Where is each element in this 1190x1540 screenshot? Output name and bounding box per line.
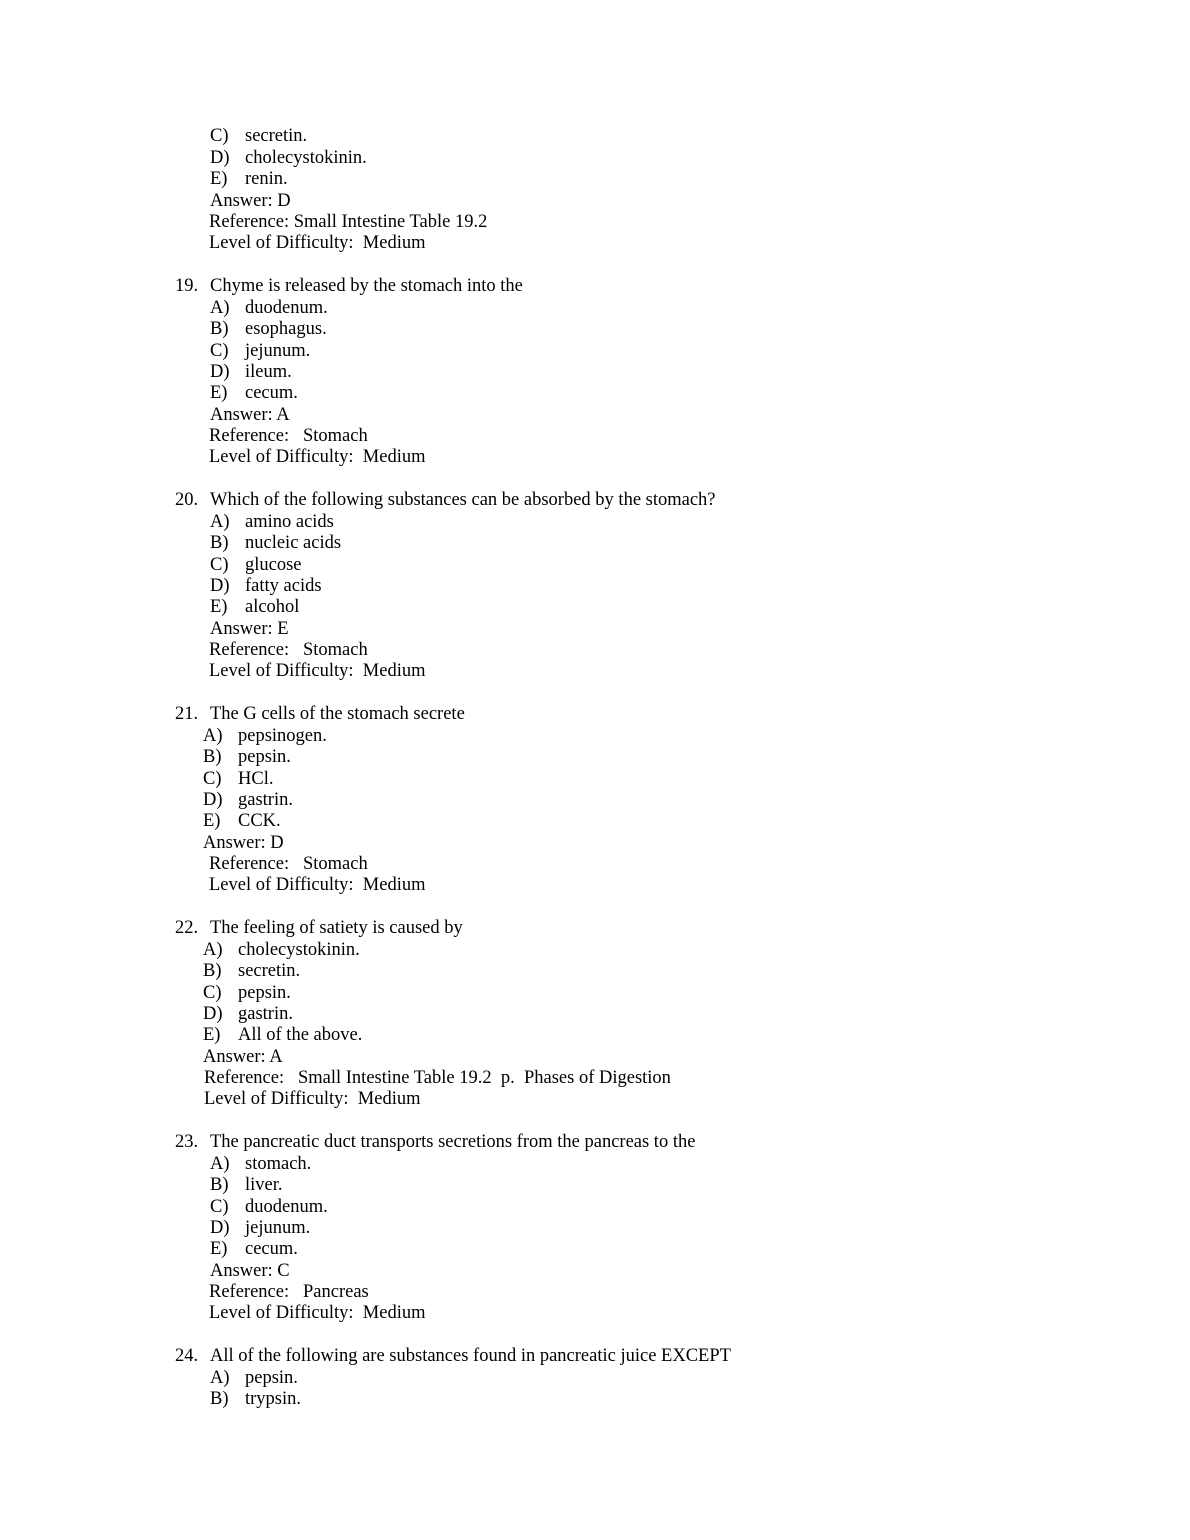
difficulty: Level of Difficulty: Medium xyxy=(209,1303,426,1323)
option-letter: C) xyxy=(210,1197,229,1217)
difficulty: Level of Difficulty: Medium xyxy=(209,447,426,467)
option-letter: B) xyxy=(210,533,229,553)
option-text: cholecystokinin. xyxy=(238,940,360,960)
option-text: jejunum. xyxy=(245,1218,311,1238)
question-stem: The feeling of satiety is caused by xyxy=(210,918,463,938)
question-number: 23. xyxy=(175,1132,199,1152)
question-number: 19. xyxy=(175,276,199,296)
option-text: fatty acids xyxy=(245,576,322,596)
option-letter: E) xyxy=(210,1239,228,1259)
reference: Reference: Small Intestine Table 19.2 p. Phases of Digestion xyxy=(204,1068,671,1088)
option-letter: E) xyxy=(210,597,228,617)
option-letter: D) xyxy=(203,790,223,810)
question-stem: All of the following are substances found in pancreatic juice EXCEPT xyxy=(210,1346,731,1366)
option-letter: C) xyxy=(203,983,222,1003)
option-text: duodenum. xyxy=(245,1197,328,1217)
option-text: gastrin. xyxy=(238,790,293,810)
answer: Answer: D xyxy=(210,191,291,211)
option-text: cholecystokinin. xyxy=(245,148,367,168)
answer: Answer: A xyxy=(210,405,290,425)
option-letter: A) xyxy=(210,298,230,318)
option-letter: C) xyxy=(210,341,229,361)
option-text: gastrin. xyxy=(238,1004,293,1024)
option-letter: E) xyxy=(203,1025,221,1045)
option-text: trypsin. xyxy=(245,1389,302,1409)
reference: Reference: Small Intestine Table 19.2 xyxy=(209,212,488,232)
option-letter: A) xyxy=(203,940,223,960)
option-text: secretin. xyxy=(245,126,308,146)
option-letter: B) xyxy=(210,319,229,339)
option-text: amino acids xyxy=(245,512,334,532)
option-letter: E) xyxy=(210,169,228,189)
answer: Answer: D xyxy=(203,833,284,853)
option-text: pepsin. xyxy=(238,747,291,767)
answer: Answer: C xyxy=(210,1261,290,1281)
option-letter: B) xyxy=(210,1175,229,1195)
difficulty: Level of Difficulty: Medium xyxy=(204,1089,421,1109)
option-letter: C) xyxy=(203,769,222,789)
option-letter: C) xyxy=(210,555,229,575)
option-text: HCl. xyxy=(238,769,274,789)
option-text: secretin. xyxy=(238,961,301,981)
option-letter: A) xyxy=(210,512,230,532)
option-letter: C) xyxy=(210,126,229,146)
question-number: 21. xyxy=(175,704,199,724)
option-text: stomach. xyxy=(245,1154,312,1174)
question-stem: Which of the following substances can be absorbed by the stomach? xyxy=(210,490,716,510)
option-letter: D) xyxy=(210,362,230,382)
answer: Answer: E xyxy=(210,619,289,639)
reference: Reference: Pancreas xyxy=(209,1282,369,1302)
question-stem: The pancreatic duct transports secretions from the pancreas to the xyxy=(210,1132,696,1152)
option-letter: D) xyxy=(210,1218,230,1238)
option-text: pepsinogen. xyxy=(238,726,327,746)
option-text: esophagus. xyxy=(245,319,327,339)
question-stem: Chyme is released by the stomach into the xyxy=(210,276,523,296)
option-text: CCK. xyxy=(238,811,281,831)
option-text: ileum. xyxy=(245,362,292,382)
difficulty: Level of Difficulty: Medium xyxy=(209,875,426,895)
option-text: jejunum. xyxy=(245,341,311,361)
question-number: 24. xyxy=(175,1346,199,1366)
difficulty: Level of Difficulty: Medium xyxy=(209,233,426,253)
option-text: glucose xyxy=(245,555,302,575)
question-stem: The G cells of the stomach secrete xyxy=(210,704,465,724)
question-number: 20. xyxy=(175,490,199,510)
option-letter: E) xyxy=(203,811,221,831)
option-letter: B) xyxy=(203,961,222,981)
option-letter: D) xyxy=(203,1004,223,1024)
option-text: duodenum. xyxy=(245,298,328,318)
option-text: cecum. xyxy=(245,383,298,403)
option-text: All of the above. xyxy=(238,1025,363,1045)
reference: Reference: Stomach xyxy=(209,640,368,660)
answer: Answer: A xyxy=(203,1047,283,1067)
option-text: nucleic acids xyxy=(245,533,342,553)
option-letter: B) xyxy=(203,747,222,767)
question-number: 22. xyxy=(175,918,199,938)
option-letter: A) xyxy=(210,1154,230,1174)
option-text: pepsin. xyxy=(238,983,291,1003)
option-letter: B) xyxy=(210,1389,229,1409)
option-text: cecum. xyxy=(245,1239,298,1259)
option-letter: E) xyxy=(210,383,228,403)
difficulty: Level of Difficulty: Medium xyxy=(209,661,426,681)
reference: Reference: Stomach xyxy=(209,854,368,874)
option-text: alcohol xyxy=(245,597,300,617)
option-text: renin. xyxy=(245,169,288,189)
option-letter: D) xyxy=(210,148,230,168)
option-text: pepsin. xyxy=(245,1368,298,1388)
option-text: liver. xyxy=(245,1175,283,1195)
option-letter: D) xyxy=(210,576,230,596)
option-letter: A) xyxy=(203,726,223,746)
reference: Reference: Stomach xyxy=(209,426,368,446)
option-letter: A) xyxy=(210,1368,230,1388)
